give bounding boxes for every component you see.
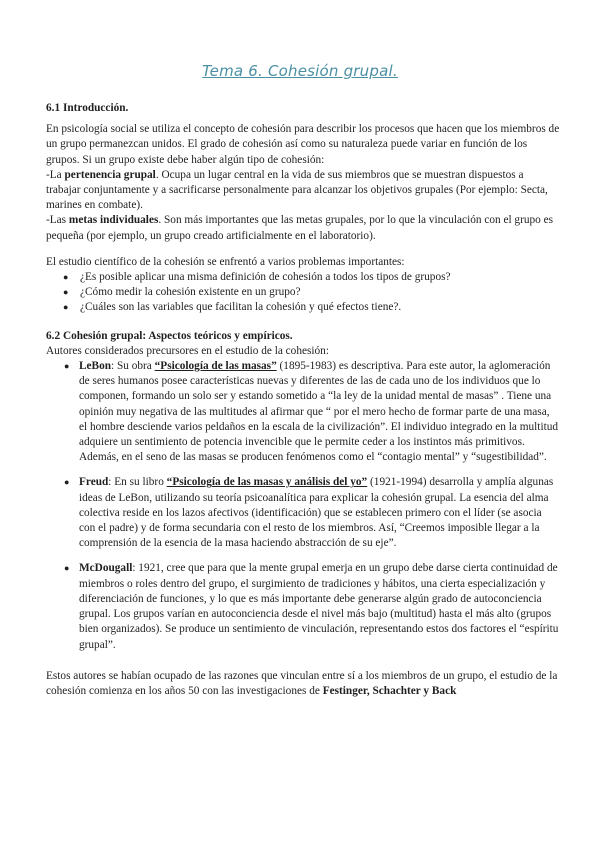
authors-intro: Autores considerados precursores en el estudio de la cohesión:	[46, 344, 329, 357]
questions-list	[46, 270, 560, 316]
problems-intro: El estudio científico de la cohesión se enfrentó a varios problemas importantes:	[46, 255, 405, 268]
intro-paragraph: En psicología social se utiliza el concepto de cohesión para describir los procesos que hacen que los miembros de un grupo permanezcan unidos. El grado de cohesión así como su naturaleza puede variar en función de los grupos. Si un grupo existe debe haber algún tipo de cohesión:	[46, 123, 560, 166]
list-item: ● ¿Cuáles son las variables que facilitan la cohesión y qué efectos tiene?.	[63, 300, 560, 315]
list-item-freud: ● Freud: En su libro “Psicología de las masas y análisis del yo” (1921-1994) desarrolla y amplía algunas ideas de LeBon, utilizando su teoría psicoanalítica para explicar la cohesión grupal. La esencia del alma colectiva reside en los lazos afectivos (identificación) que se establecen primero con el líder (se asocia con el padre) y de forma secundaria con el resto de los miembros. Así, “Creemos imposible llegar a la comprensión de la esencia de la masa haciendo abstracción de su eje”.	[64, 475, 560, 551]
author-name: McDougall	[79, 562, 133, 575]
term-pertenencia: pertenencia grupal	[64, 168, 156, 181]
section-heading-6-2: 6.2 Cohesión grupal: Aspectos teóricos y empíricos.	[46, 329, 293, 342]
author-name: Freud	[79, 476, 109, 489]
paragraph-pertenencia: -La pertenencia grupal. Ocupa un lugar central en la vida de sus miembros que se muestran dispuestos a trabajar conjuntamente y a sacrificarse personalmente para alcanzar los objetivos grupales (Por ejemplo: Secta, marines en combate).	[46, 168, 548, 212]
list-item-mcdougall: ● McDougall: 1921, cree que para que la mente grupal emerja en un grupo debe darse cierta continuidad de miembros o roles dentro del grupo, el surgimiento de tradiciones y hábitos, una cierta especialización y diferenciación de funciones, y lo que es más importante debe generarse algún grado de autoconciencia grupal. Los grupos varían en autoconciencia desde el nivel más bajo (multitud) hasta el más alto (grupos bien organizados). Se produce un sentimiento de vinculación, representando estos dos factores el “espíritu grupal”.	[64, 561, 560, 652]
list-item-lebon: ● LeBon: Su obra “Psicología de las masas” (1895-1983) es descriptiva. Para este autor, la aglomeración de seres humanos posee características nuevas y diferentes de las de cada uno de los individuos que lo componen, formando un solo ser y estando sometido a “la ley de la unidad mental de masas” . Tiene una opinión muy negativa de las multitudes al afirmar que “ por el mero hecho de formar parte de una masa, el hombre desciende varios peldaños en la escala de la civilización”. El individuo integrado en la multitud adquiere un sentimiento de potencia invencible que le permite ceder a los instintos más primitivos. Además, en el seno de las masas se producen fenómenos como el “contagio mental” y “sugestibilidad”.	[64, 359, 560, 465]
work-title: “Psicología de las masas”	[154, 360, 277, 373]
term-metas: metas individuales	[68, 214, 159, 227]
list-item: ● ¿Es posible aplicar una misma definición de cohesión a todos los tipos de grupos?	[63, 270, 560, 285]
closing-paragraph: Estos autores se habían ocupado de las razones que vinculan entre sí a los miembros de un grupo, el estudio de la cohesión comienza en los años 50 con las investigaciones de Festinger, Schachter y Back	[46, 669, 558, 697]
section-heading-6-1: 6.1 Introducción.	[46, 102, 129, 114]
document-body	[46, 101, 560, 699]
author-name: LeBon	[79, 360, 112, 373]
authors-list	[46, 359, 560, 653]
work-title: “Psicología de las masas y análisis del yo”	[166, 476, 368, 489]
list-item: ● ¿Cómo medir la cohesión existente en un grupo?	[63, 285, 560, 300]
paragraph-metas: -Las metas individuales. Son más importantes que las metas grupales, por lo que la vinculación con el grupo es pequeña (por ejemplo, un grupo creado artificialmente en el laboratorio).	[46, 214, 554, 242]
researchers-names: Festinger, Schachter y Back	[322, 684, 457, 697]
page-title: Tema 6. Cohesión grupal.	[202, 62, 398, 80]
